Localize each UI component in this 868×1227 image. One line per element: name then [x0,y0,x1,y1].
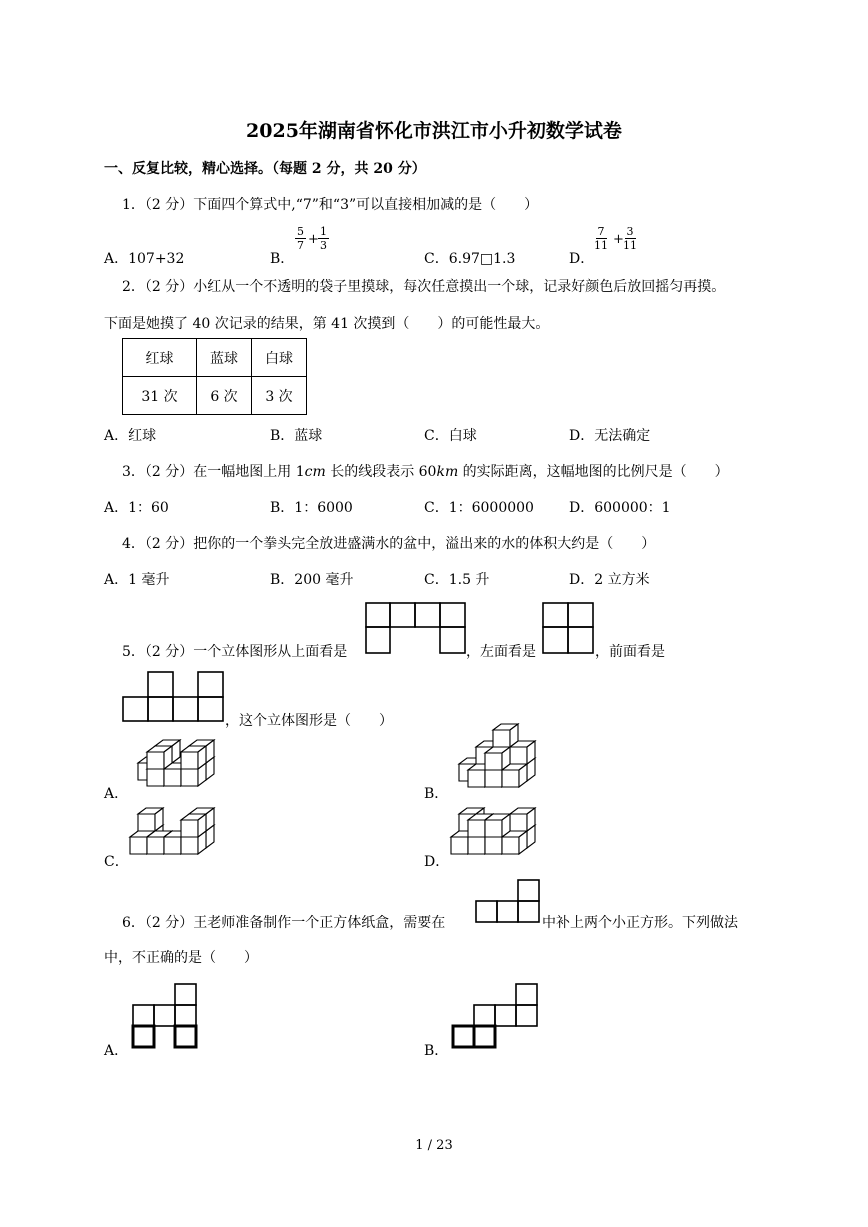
question-5-stem-part-3: ，前面看是 [595,644,665,660]
q5-front-view-figure [123,672,225,724]
q3-option-d[interactable]: D．600000：1 [569,500,671,516]
table-value-white: 3 次 [252,377,307,415]
q5-option-a-cubes[interactable] [128,733,238,793]
unit-cube [138,808,163,831]
q2-result-table [122,338,307,415]
q5-option-a[interactable]: A． [104,786,129,802]
q5-option-d[interactable]: D． [424,854,450,870]
page-number: 1 / 23 [415,1138,453,1153]
q1-option-d-label[interactable]: D． [569,251,595,267]
q2-option-d[interactable]: D．无法确定 [569,428,651,444]
q3-option-c[interactable]: C．1：6000000 [424,500,534,516]
q6-option-a[interactable]: A． [104,1043,129,1059]
q1-option-b-label[interactable]: B． [270,251,295,267]
table-value-red: 31 次 [123,377,197,415]
question-4-stem: 4．（2 分）把你的一个拳头完全放进盛满水的盆中，溢出来的水的体积大约是（ ） [122,536,656,552]
q6-option-b[interactable]: B． [424,1043,449,1059]
q4-option-a[interactable]: A．1 毫升 [104,572,170,588]
q3-option-a[interactable]: A．1：60 [104,500,169,516]
q1-d-fraction-1: $\frac{7}{11}$ [594,225,608,252]
unit-cube [147,746,172,769]
q5-top-view-figure [366,603,466,655]
table-header-blue: 蓝球 [197,339,252,377]
q2-option-c[interactable]: C．白球 [424,428,477,444]
q5-left-view-figure [543,603,595,655]
q6-option-a-net[interactable] [133,984,199,1050]
question-6-stem-part-3: 中，不正确的是（ ） [104,950,258,966]
unit-cube [181,814,206,837]
unit-cube [493,724,518,747]
question-3-stem: 3．（2 分）在一幅地图上用 1cm 长的线段表示 60km 的实际距离，这幅地图的比例尺是（ ） [122,464,729,480]
question-5-stem-part-4: ，这个立体图形是（ ） [225,713,393,729]
q1-b-fraction-1: $\frac{5}{7}$ [297,225,304,252]
q2-option-a[interactable]: A．红球 [104,428,157,444]
table-header-white: 白球 [252,339,307,377]
unit-cube [485,747,510,770]
unit-cube [510,808,535,831]
q5-option-c-cubes[interactable] [128,800,243,862]
q1-d-fraction-2: $\frac{3}{11}$ [623,225,637,252]
q1-option-c[interactable]: C．6.97□1.3 [424,251,516,267]
q6-net-figure [476,880,542,924]
question-5-stem-part-2: ，左面看是 [466,644,536,660]
question-5-stem-part-1: 5．（2 分）一个立体图形从上面看是 [122,644,348,660]
q5-option-c[interactable]: C． [104,854,129,870]
question-2-stem-line-2: 下面是她摸了 40 次记录的结果，第 41 次摸到（ ）的可能性最大。 [104,316,550,332]
unit-cube [181,746,206,769]
table-value-blue: 6 次 [197,377,252,415]
table-header-red: 红球 [123,339,197,377]
question-6-stem-part-1: 6．（2 分）王老师准备制作一个正方体纸盒，需要在 [122,915,446,931]
section-heading: 一、反复比较，精心选择。（每题 2 分，共 20 分） [104,161,426,177]
q1-b-operator: + [308,232,319,247]
q6-option-b-net[interactable] [453,984,541,1050]
q4-option-c[interactable]: C．1.5 升 [424,572,490,588]
question-1-stem: 1．（2 分）下面四个算式中,“7”和“3”可以直接相加减的是（ ） [122,197,539,213]
q1-b-fraction-2: $\frac{1}{3}$ [320,225,327,252]
question-2-stem-line-1: 2．（2 分）小红从一个不透明的袋子里摸球，每次任意摸出一个球，记录好颜色后放回摇匀再摸。 [122,279,726,295]
page-title: 2025年湖南省怀化市洪江市小升初数学试卷 [246,120,622,142]
q4-option-b[interactable]: B．200 毫升 [270,572,354,588]
q2-option-b[interactable]: B．蓝球 [270,428,323,444]
q4-option-d[interactable]: D．2 立方米 [569,572,650,588]
q1-d-operator: + [613,232,624,247]
unit-cube [485,814,510,837]
q1-option-a[interactable]: A．107+32 [104,251,185,267]
q5-option-b-cubes[interactable] [449,733,564,795]
question-6-stem-part-2: 中补上两个小正方形。下列做法 [542,915,738,931]
q5-option-b[interactable]: B． [424,786,449,802]
q5-option-d-cubes[interactable] [449,800,564,862]
q3-option-b[interactable]: B．1：6000 [270,500,353,516]
